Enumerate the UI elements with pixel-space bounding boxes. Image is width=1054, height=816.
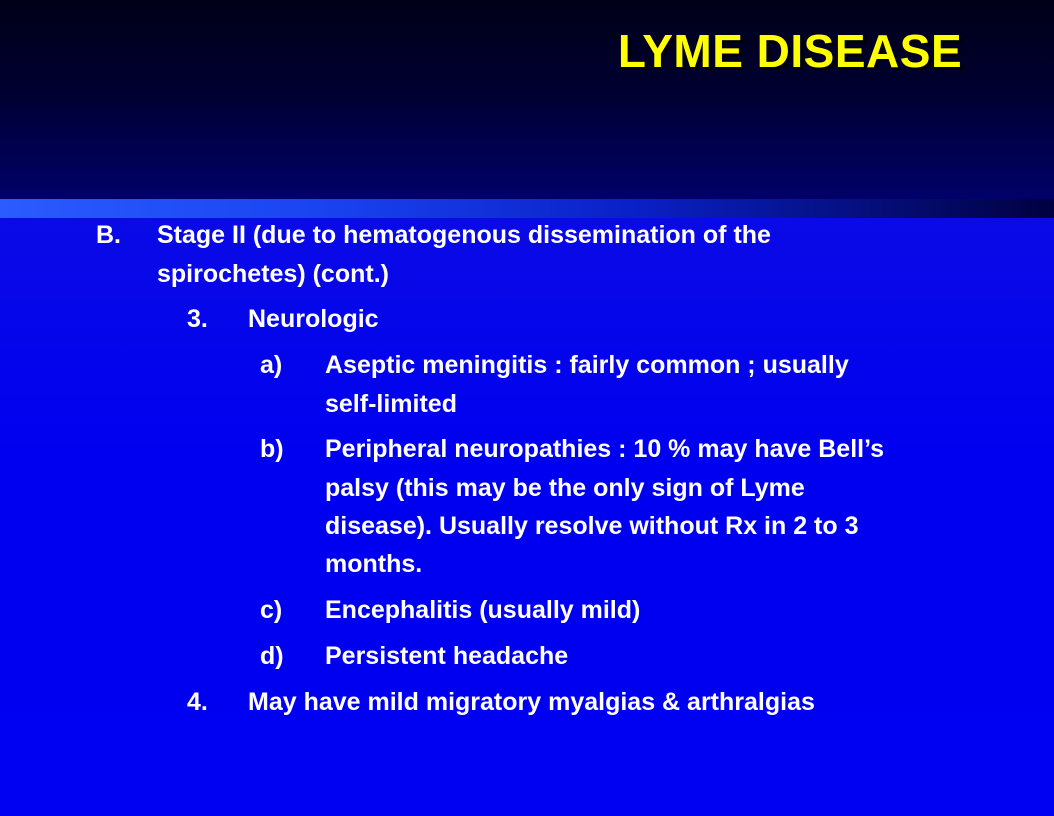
subitem-marker: b) [260,435,284,463]
subitem-text-line: palsy (this may be the only sign of Lyme [325,474,805,502]
section-text-line: spirochetes) (cont.) [157,260,389,288]
item-text: May have mild migratory myalgias & arthralgias [248,688,815,716]
item-marker: 3. [187,305,208,333]
subitem-marker: d) [260,642,284,670]
subitem-text-line: Aseptic meningitis : fairly common ; usually [325,351,849,379]
section-marker: B. [96,221,121,249]
item-marker: 4. [187,688,208,716]
subitem-text-line: months. [325,550,423,578]
subitem-text-line: Persistent headache [325,642,569,670]
subitem-text-line: Peripheral neuropathies : 10 % may have Bell’s [325,435,885,463]
section-text-line: Stage II (due to hematogenous dissemination of the [157,221,771,249]
slide-title: LYME DISEASE [617,25,963,77]
subitem-marker: a) [260,351,283,379]
subitem-text-line: disease). Usually resolve without Rx in 2 to 3 [325,512,859,540]
item-text: Neurologic [248,305,379,333]
subitem-text-line: self-limited [325,390,457,418]
subitem-text-line: Encephalitis (usually mild) [325,596,641,624]
subitem-marker: c) [260,596,283,624]
